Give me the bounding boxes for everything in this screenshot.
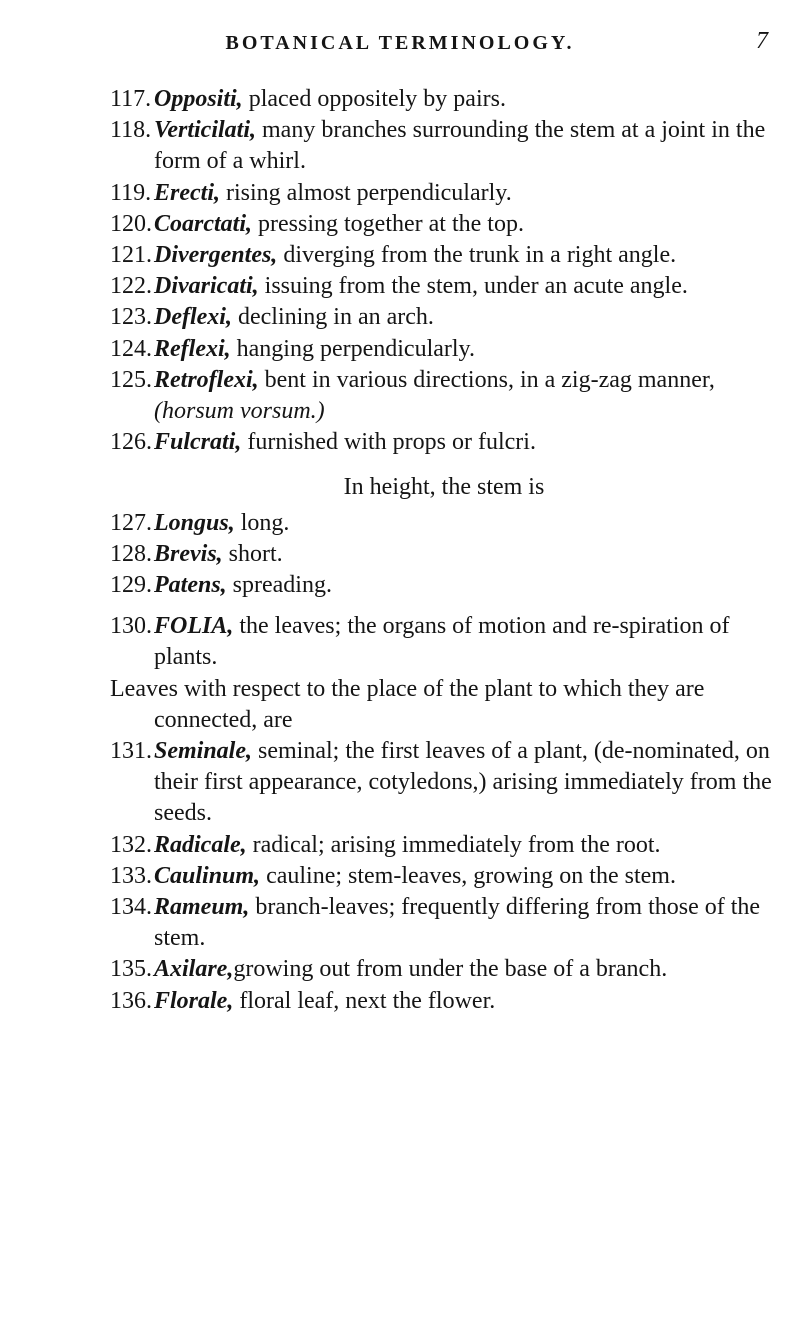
entry-number: 126.	[110, 429, 152, 456]
entry-text: short.	[222, 540, 283, 567]
entry-text: bent in various directions, in a zig-zag manner,	[258, 366, 715, 393]
entry	[110, 178, 778, 209]
entry-term: Axilare,	[154, 956, 234, 983]
entry-number: 129.	[110, 572, 152, 599]
entry-term: Seminale,	[154, 738, 253, 765]
entry-term: FOLIA,	[154, 613, 234, 640]
entry-number: 121.	[110, 242, 152, 269]
entry-number: 133.	[110, 862, 152, 889]
entry-number: 117.	[110, 86, 152, 112]
subheading-height: In height, the stem is	[343, 474, 545, 501]
entries-c	[110, 736, 778, 1017]
entry-text: many branches surrounding the stem at a joint in the form of a whirl.	[154, 117, 766, 175]
entry-text: spreading.	[226, 572, 332, 599]
entry	[110, 861, 778, 892]
entries-a	[110, 84, 778, 458]
entry	[110, 892, 778, 954]
entry	[110, 334, 778, 365]
entries-b	[110, 508, 778, 602]
entry-text: diverging from the trunk in a right angle.	[277, 242, 677, 269]
entry-number: 127.	[110, 509, 152, 536]
entry-italic-note: (horsum vorsum.)	[154, 398, 325, 425]
entry-number: 122.	[110, 273, 152, 300]
entry-term: Retroflexi,	[154, 366, 259, 393]
entry-term: Coarctati,	[154, 210, 253, 237]
leaves-intro: Leaves with respect to the place of the plant to which they are connected, are	[110, 675, 705, 733]
entry	[110, 240, 778, 271]
entry-text: branch-leaves; frequently differing from those of the stem.	[154, 894, 761, 952]
entry	[110, 84, 778, 115]
entry-term: Erecti,	[154, 179, 220, 206]
entry	[110, 508, 778, 539]
entry	[110, 365, 778, 427]
entry-number: 132.	[110, 831, 152, 858]
entry-text: cauline; stem-leaves, growing on the stem.	[260, 862, 676, 889]
entry-text: furnished with props or fulcri.	[241, 429, 536, 456]
entry-term: Caulinum,	[154, 862, 261, 889]
entry-number: 134.	[110, 894, 152, 921]
entry-number: 130.	[110, 613, 152, 640]
entry-term: Divergentes,	[154, 242, 278, 269]
entry-folia	[110, 611, 778, 673]
entry-text: issuing from the stem, under an acute angle.	[258, 273, 688, 300]
entry-text: long.	[234, 509, 290, 536]
entry-number: 135.	[110, 956, 152, 983]
page-number: 7	[756, 28, 768, 54]
entry	[110, 539, 778, 570]
entry-term: Radicale,	[154, 831, 247, 858]
entry	[110, 986, 778, 1017]
entry	[110, 271, 778, 302]
entry	[110, 736, 778, 830]
entry-term: Reflexi,	[154, 335, 231, 362]
entry-text: rising almost perpendicularly.	[220, 179, 512, 206]
entry-term: Divaricati,	[154, 273, 259, 300]
entry-text: declining in an arch.	[231, 304, 434, 331]
entry	[110, 830, 778, 861]
entry-text: growing out from under the base of a branch.	[233, 956, 668, 983]
entry-term: Florale,	[154, 987, 234, 1014]
entry-number: 119.	[110, 179, 152, 206]
entry-text: floral leaf, next the flower.	[233, 987, 496, 1014]
entry-text: hanging perpendicularly.	[230, 335, 475, 362]
entry-term: Patens,	[154, 572, 227, 599]
entry	[110, 427, 778, 458]
entry	[110, 115, 778, 177]
entry-term: Rameum,	[154, 894, 250, 921]
entry-number: 120.	[110, 210, 152, 237]
entry-number: 124.	[110, 335, 152, 362]
entry-term: Deflexi,	[154, 304, 232, 331]
entry	[110, 954, 778, 985]
entry	[110, 302, 778, 333]
entry	[110, 570, 778, 601]
entry-term: Verticilati,	[154, 117, 256, 144]
entry-number: 136.	[110, 987, 152, 1014]
entry-number: 123.	[110, 304, 152, 331]
entry-text: placed oppositely by pairs.	[242, 86, 506, 112]
entry-number: 118.	[110, 117, 152, 144]
entry-text: radical; arising immediately from the root.	[246, 831, 661, 858]
entry-number: 125.	[110, 366, 152, 393]
entry-term: Longus,	[154, 509, 235, 536]
entry-term: Brevis,	[154, 540, 223, 567]
entry-text: pressing together at the top.	[252, 210, 524, 237]
entry-number: 131.	[110, 738, 152, 765]
entry	[110, 209, 778, 240]
entry-term: Fulcrati,	[154, 429, 242, 456]
entry-term: Oppositi,	[154, 86, 243, 112]
entry-number: 128.	[110, 540, 152, 567]
entry-text: seminal; the first leaves of a plant, (de-nominated, on their first appearance, cotyledons,) arising immediately from the seeds.	[154, 738, 772, 827]
entry-text: the leaves; the organs of motion and re-spiration of plants.	[154, 613, 730, 671]
page-text	[110, 84, 778, 1017]
running-head: BOTANICAL TERMINOLOGY.	[225, 32, 575, 54]
